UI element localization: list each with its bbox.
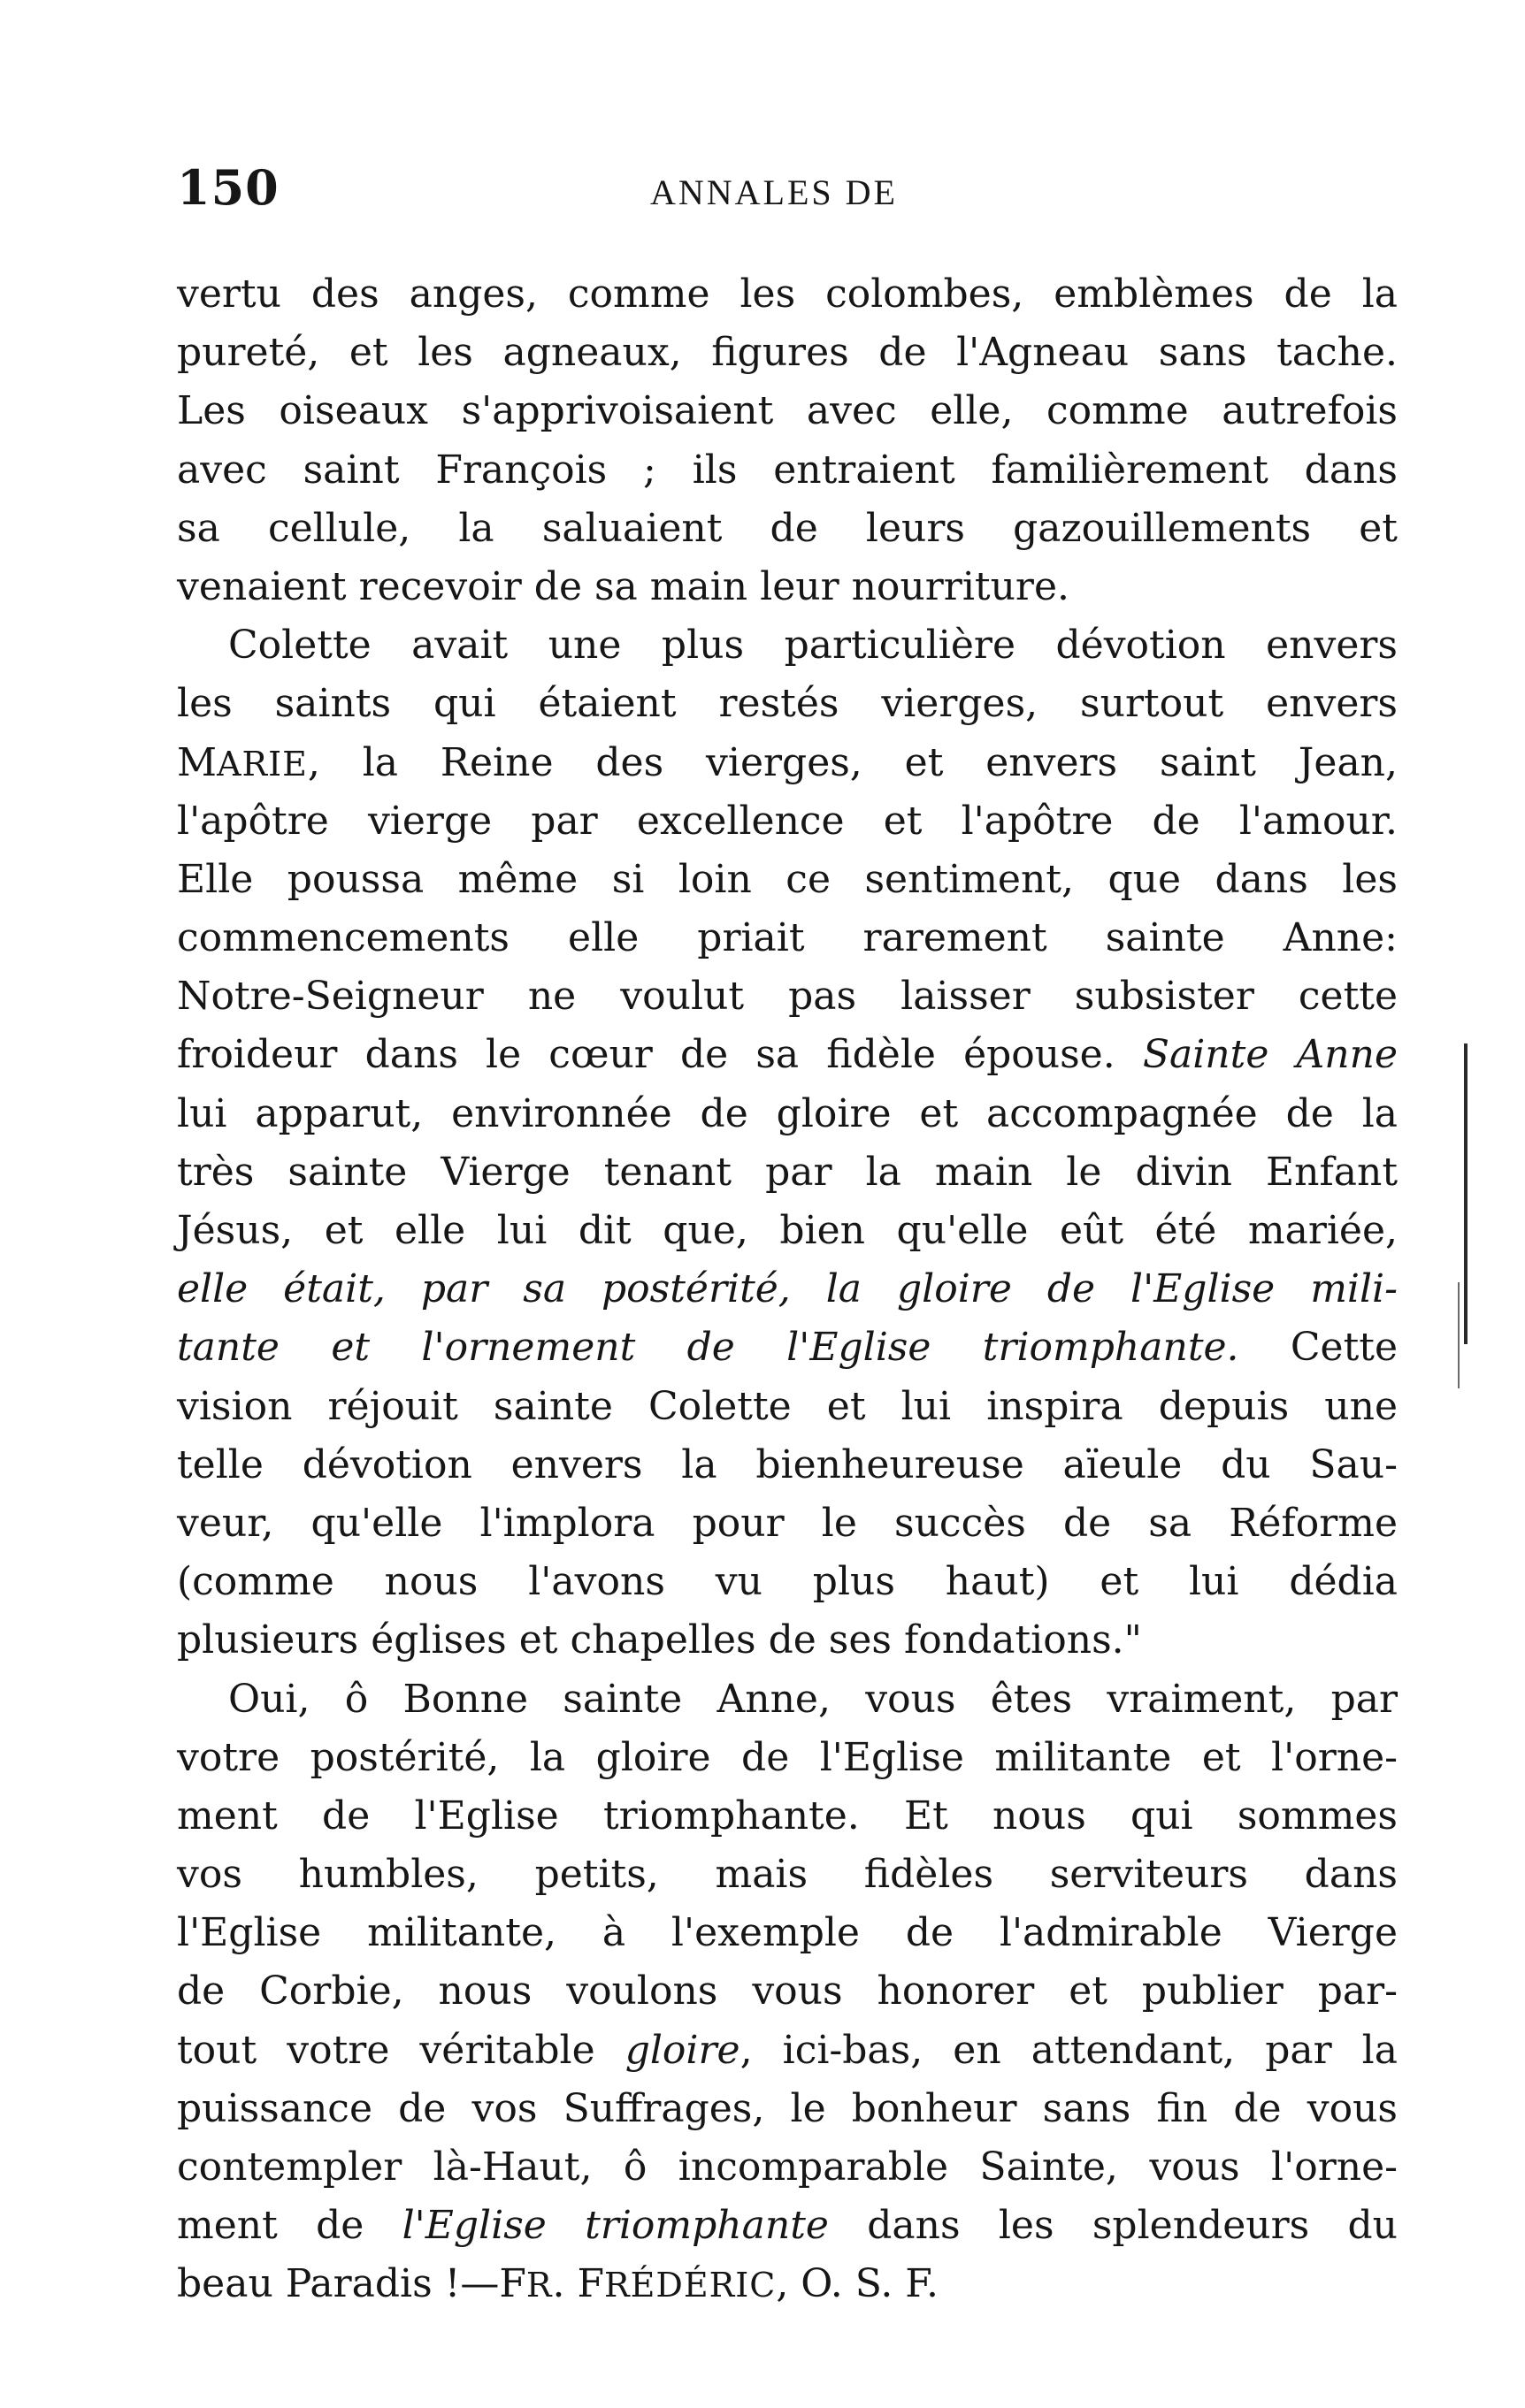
text-segment: contempler là-Haut, ô incomparable Sainte, vous l'orne- [177, 2144, 1398, 2190]
text-line [177, 792, 1398, 851]
text-segment: votre postérité, la gloire de l'Eglise militante et l'orne- [177, 1734, 1398, 1780]
text-segment: Colette avait une plus particulière dévotion envers [228, 623, 1398, 669]
margin-mark-thin [1458, 1282, 1460, 1388]
text-segment: ment de [177, 2203, 402, 2249]
text-line [177, 1260, 1398, 1319]
text-line [177, 616, 1398, 675]
text-segment: M [177, 739, 218, 785]
italic-text: gloire [625, 2027, 740, 2073]
text-segment: beau Paradis !—F [177, 2261, 526, 2307]
text-segment: Jésus, et elle lui dit que, bien qu'elle eût été mariée, [177, 1208, 1398, 1253]
text-segment: . F [552, 2261, 605, 2307]
text-segment: l'apôtre vierge par excellence et l'apôtre de l'amour. [177, 798, 1398, 844]
text-segment: dans les splendeurs du [828, 2203, 1398, 2249]
text-segment: Notre-Seigneur ne voulut pas laisser subsister cette [177, 974, 1398, 1020]
small-caps-text: R [525, 2266, 553, 2305]
small-caps-text: ARIE [217, 744, 308, 784]
text-segment: avec saint François ; ils entraient familièrement dans [177, 447, 1398, 493]
text-segment: froideur dans le cœur de sa fidèle épouse. [177, 1032, 1143, 1078]
text-line [177, 851, 1398, 909]
small-caps-text: RÉDÉRIC [604, 2266, 777, 2305]
text-segment: , la Reine des vierges, et envers saint Jean, [307, 739, 1398, 785]
text-segment: Elle poussa même si loin ce sentiment, que dans les [177, 856, 1398, 902]
text-segment: Oui, ô Bonne sainte Anne, vous êtes vraiment, par [228, 1676, 1398, 1722]
text-segment: l'Eglise militante, à l'exemple de l'admirable Vierge [177, 1910, 1398, 1956]
text-segment: venaient recevoir de sa main leur nourriture. [177, 563, 1069, 609]
text-segment: plusieurs églises et chapelles de ses fondations." [177, 1617, 1142, 1663]
text-line [177, 1729, 1398, 1787]
text-line [177, 265, 1398, 324]
text-line [177, 500, 1398, 558]
italic-text: l'Eglise triomphante [402, 2203, 829, 2249]
text-segment: Cette [1238, 1325, 1398, 1371]
italic-text: tante et l'ornement de l'Eglise triomphante. [177, 1325, 1239, 1371]
text-segment: , O. S. F. [776, 2261, 939, 2307]
text-line [177, 967, 1398, 1026]
italic-text: elle était, par sa postérité, la gloire de l'Eglise mili- [177, 1266, 1398, 1312]
text-line [177, 324, 1398, 382]
text-segment: sa cellule, la saluaient de leurs gazouillements et [177, 505, 1398, 551]
italic-text: Sainte Anne [1142, 1032, 1398, 1078]
text-line [177, 909, 1398, 967]
text-line [177, 1319, 1398, 1377]
text-line [177, 1026, 1398, 1084]
text-line [177, 1553, 1398, 1611]
text-segment: veur, qu'elle l'implora pour le succès de sa Réforme [177, 1500, 1398, 1546]
text-line [177, 2255, 1398, 2313]
text-line [177, 1085, 1398, 1143]
text-line [177, 1202, 1398, 1260]
text-line [177, 441, 1398, 500]
text-segment: pureté, et les agneaux, figures de l'Agneau sans tache. [177, 330, 1398, 376]
text-line [177, 2022, 1398, 2080]
text-line [177, 734, 1398, 792]
text-segment: tout votre véritable [177, 2027, 625, 2073]
text-segment: les saints qui étaient restés vierges, surtout envers [177, 681, 1398, 727]
text-line [177, 1846, 1398, 1904]
text-line [177, 1143, 1398, 1202]
text-segment: , ici-bas, en attendant, par la [740, 2027, 1398, 2073]
text-line [177, 675, 1398, 733]
text-segment: vos humbles, petits, mais fidèles serviteurs dans [177, 1852, 1398, 1898]
text-segment: vertu des anges, comme les colombes, emblèmes de la [177, 271, 1398, 317]
text-line [177, 1611, 1398, 1670]
text-line [177, 1787, 1398, 1846]
text-segment: (comme nous l'avons vu plus haut) et lui dédia [177, 1559, 1398, 1605]
text-segment: ment de l'Eglise triomphante. Et nous qui sommes [177, 1793, 1398, 1838]
text-line [177, 2197, 1398, 2255]
text-line [177, 1962, 1398, 2021]
text-line [177, 2080, 1398, 2138]
text-line [177, 1904, 1398, 1962]
text-segment: lui apparut, environnée de gloire et accompagnée de la [177, 1090, 1398, 1136]
body-text [177, 265, 1398, 2314]
text-line [177, 1436, 1398, 1494]
text-line [177, 1378, 1398, 1436]
text-line [177, 382, 1398, 440]
text-segment: Les oiseaux s'apprivoisaient avec elle, comme autrefois [177, 388, 1398, 434]
text-segment: telle dévotion envers la bienheureuse aïeule du Sau- [177, 1441, 1398, 1487]
text-line [177, 2138, 1398, 2197]
text-line [177, 558, 1398, 616]
text-segment: de Corbie, nous voulons vous honorer et publier par- [177, 1968, 1398, 2014]
page-header [177, 159, 1398, 221]
text-segment: commencements elle priait rarement sainte Anne: [177, 915, 1398, 961]
text-segment: puissance de vos Suffrages, le bonheur sans fin de vous [177, 2085, 1398, 2131]
page-number: 150 [177, 159, 280, 216]
running-title: ANNALES DE [650, 172, 898, 212]
text-segment: vision réjouit sainte Colette et lui inspira depuis une [177, 1383, 1398, 1429]
text-segment: très sainte Vierge tenant par la main le divin Enfant [177, 1149, 1398, 1195]
text-line [177, 1494, 1398, 1553]
margin-mark [1464, 1043, 1468, 1344]
text-line [177, 1670, 1398, 1729]
